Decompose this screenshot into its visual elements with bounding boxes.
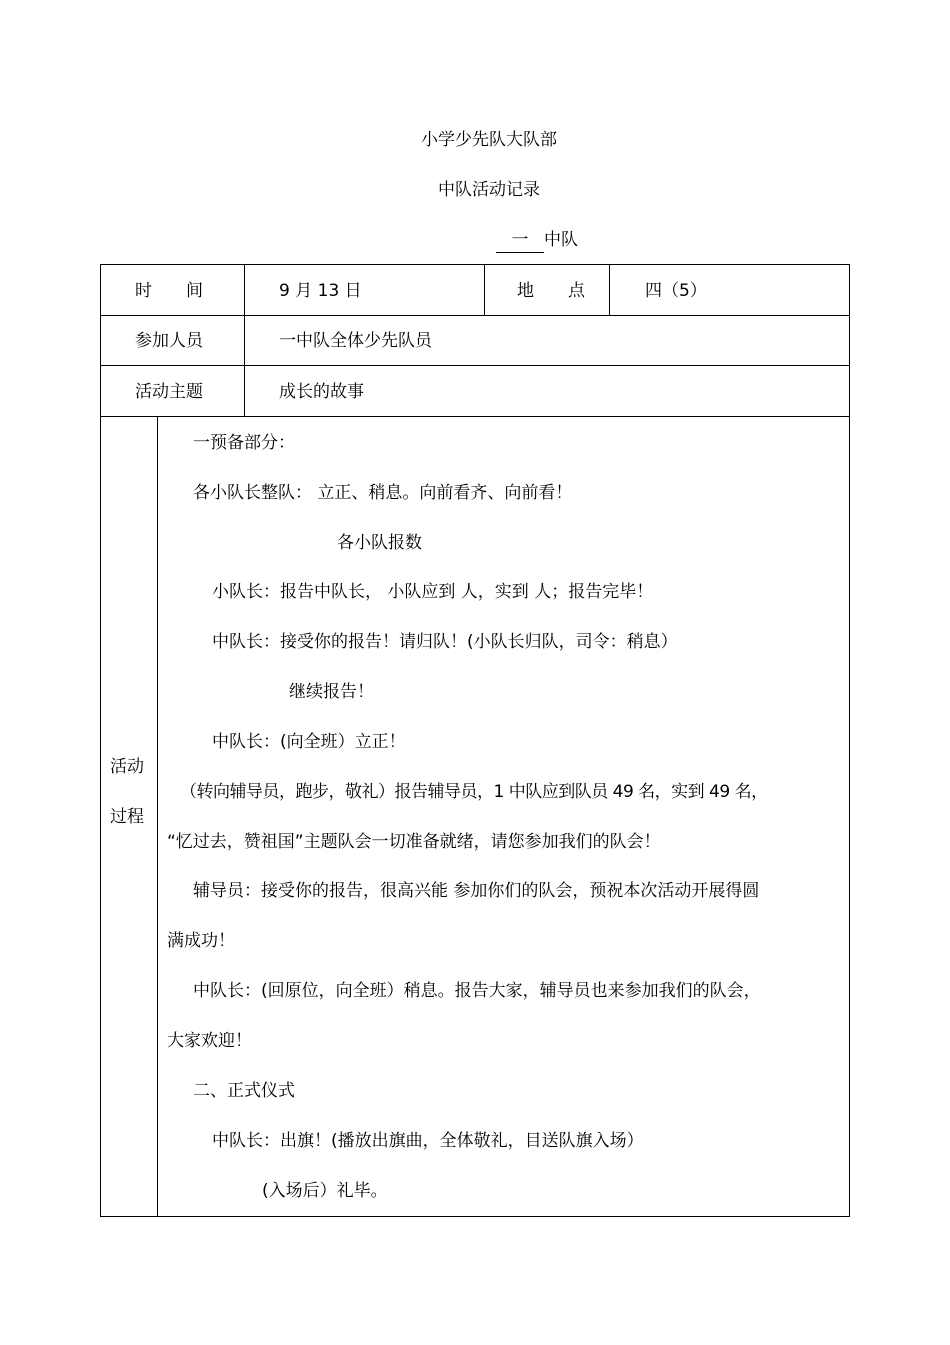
process-line: 二、正式仪式 (193, 1081, 295, 1101)
row-divider (100, 365, 850, 366)
row-divider (100, 416, 850, 417)
process-line: 中队长：接受你的报告！请归队！(小队长归队，司令：稍息） (212, 632, 678, 652)
process-line: 中队长：(向全班）立正！ (212, 732, 406, 752)
process-line: (入场后）礼毕。 (262, 1181, 388, 1201)
participants-label: 参加人员 (135, 331, 203, 351)
process-line: 继续报告！ (289, 682, 374, 702)
process-label: 过程 (110, 807, 144, 827)
process-label: 活动 (110, 757, 144, 777)
time-label: 时 间 (135, 281, 203, 301)
process-line: （转向辅导员，跑步，敬礼）报告辅导员，1 中队应到队员 49 名，实到 49 名， (180, 782, 768, 802)
place-value: 四（5） (645, 281, 707, 301)
process-line: 中队长：(回原位，向全班）稍息。报告大家，辅导员也来参加我们的队会， (193, 981, 761, 1001)
record-title: 中队活动记录 (438, 180, 540, 200)
col-divider (484, 264, 485, 315)
col-divider (609, 264, 610, 315)
theme-value: 成长的故事 (279, 382, 364, 402)
process-line: 满成功！ (167, 931, 235, 951)
process-line: “忆过去，赞祖国”主题队会一切准备就绪，请您参加我们的队会！ (167, 832, 661, 852)
squad-line (496, 228, 578, 253)
process-line: 各小队报数 (337, 533, 422, 553)
squad-suffix: 中队 (544, 230, 578, 250)
col-divider (157, 416, 158, 1216)
place-label: 地 点 (517, 281, 585, 301)
col-divider (244, 264, 245, 416)
participants-value: 一中队全体少先队员 (279, 331, 432, 351)
school-title: 小学少先队大队部 (421, 130, 557, 150)
process-line: 一预备部分： (193, 433, 295, 453)
squad-blank: 一 (496, 228, 544, 253)
process-line: 各小队长整队： 立正、稍息。向前看齐、向前看！ (193, 483, 573, 503)
process-line: 中队长：出旗！(播放出旗曲，全体敬礼，目送队旗入场） (212, 1131, 644, 1151)
theme-label: 活动主题 (135, 382, 203, 402)
process-line: 大家欢迎！ (167, 1031, 252, 1051)
time-value: 9 月 13 日 (279, 281, 362, 301)
row-divider (100, 315, 850, 316)
process-line: 辅导员：接受你的报告，很高兴能 参加你们的队会，预祝本次活动开展得圆 (193, 881, 760, 901)
process-line: 小队长：报告中队长， 小队应到 人，实到 人；报告完毕！ (212, 582, 654, 602)
